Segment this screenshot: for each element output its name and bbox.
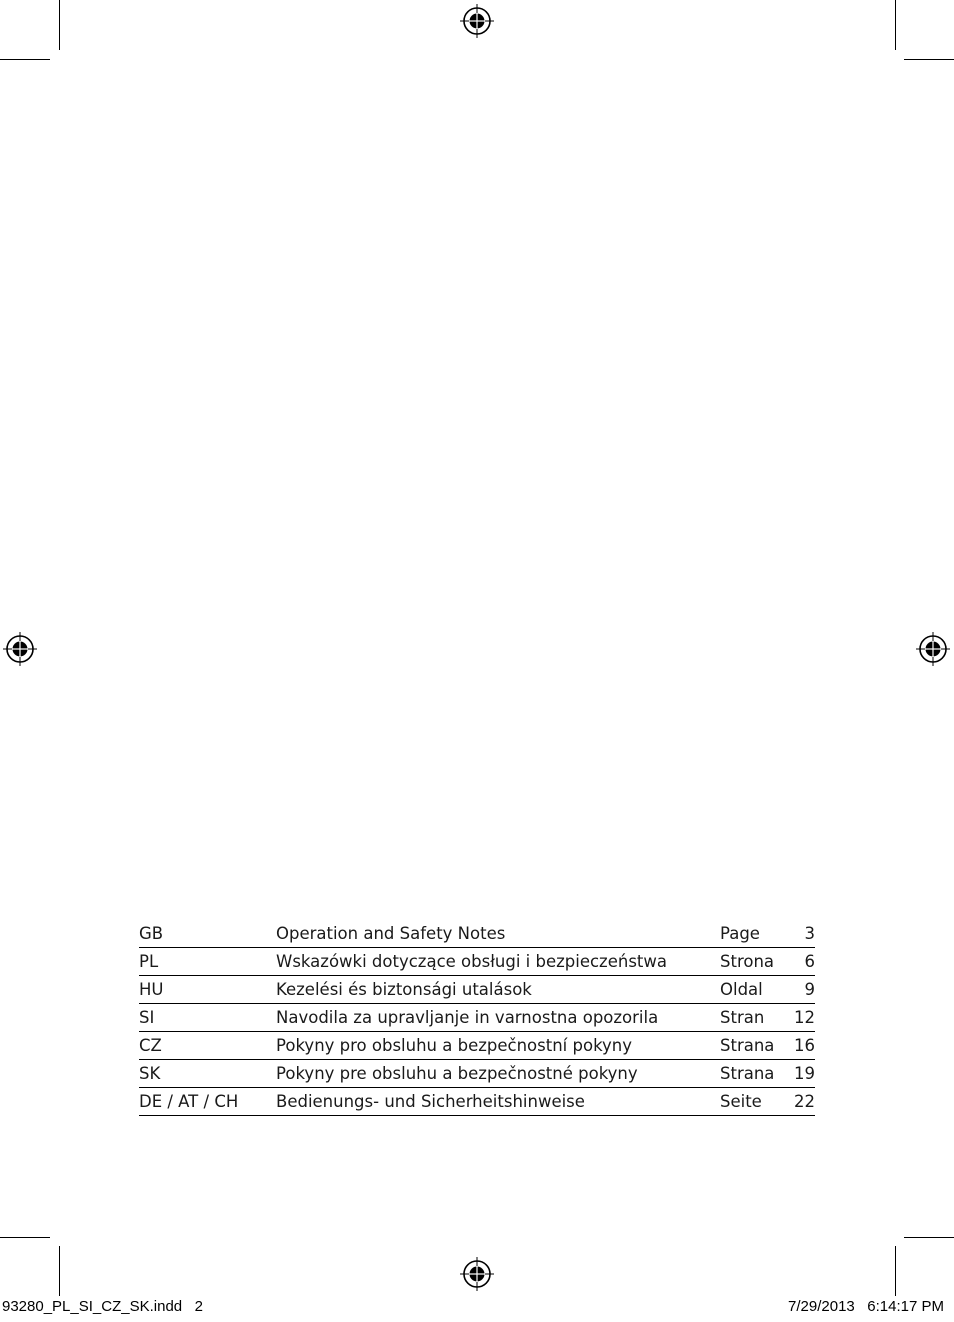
- crop-mark-top-left-horizontal: [0, 59, 50, 60]
- toc-page-number: 12: [780, 1004, 815, 1032]
- toc-section-title: Pokyny pro obsluhu a bezpečnostní pokyny: [276, 1032, 720, 1060]
- toc-language-code: PL: [139, 948, 276, 976]
- registration-mark-left-icon: [3, 632, 37, 666]
- registration-mark-top-icon: [460, 4, 494, 38]
- crop-mark-bottom-left-horizontal: [0, 1237, 50, 1238]
- crop-mark-top-right-vertical: [895, 0, 896, 50]
- toc-language-code: DE / AT / CH: [139, 1088, 276, 1116]
- toc-language-code: GB: [139, 920, 276, 948]
- toc-row-hu: [139, 976, 815, 1004]
- toc-page-label: Stran: [720, 1004, 780, 1032]
- toc-language-code: CZ: [139, 1032, 276, 1060]
- toc-section-title: Bedienungs- und Sicherheitshinweise: [276, 1088, 720, 1116]
- crop-mark-top-right-horizontal: [904, 59, 954, 60]
- toc-language-code: SK: [139, 1060, 276, 1088]
- toc-page-label: Strana: [720, 1060, 780, 1088]
- toc-language-code: SI: [139, 1004, 276, 1032]
- toc-page-label: Seite: [720, 1088, 780, 1116]
- toc-page-number: 6: [780, 948, 815, 976]
- toc-page-number: 22: [780, 1088, 815, 1116]
- toc-page-number: 16: [780, 1032, 815, 1060]
- crop-mark-top-left-vertical: [59, 0, 60, 50]
- toc-section-title: Operation and Safety Notes: [276, 920, 720, 948]
- toc-page-number: 3: [780, 920, 815, 948]
- toc-row-si: [139, 1004, 815, 1032]
- toc-row-sk: [139, 1060, 815, 1088]
- crop-mark-bottom-left-vertical: [59, 1246, 60, 1296]
- toc-section-title: Wskazówki dotyczące obsługi i bezpieczeństwa: [276, 948, 720, 976]
- language-table-of-contents: [139, 920, 815, 1116]
- toc-page-label: Strana: [720, 1032, 780, 1060]
- toc-section-title: Kezelési és biztonsági utalások: [276, 976, 720, 1004]
- toc-page-number: 9: [780, 976, 815, 1004]
- toc-row-pl: [139, 948, 815, 976]
- registration-mark-right-icon: [916, 632, 950, 666]
- crop-mark-bottom-right-horizontal: [904, 1237, 954, 1238]
- toc-page-number: 19: [780, 1060, 815, 1088]
- toc-page-label: Oldal: [720, 976, 780, 1004]
- registration-mark-bottom-icon: [460, 1257, 494, 1291]
- print-slug-timestamp: 7/29/2013 6:14:17 PM: [788, 1298, 944, 1315]
- toc-page-label: Page: [720, 920, 780, 948]
- toc-row-cz: [139, 1032, 815, 1060]
- toc-page-label: Strona: [720, 948, 780, 976]
- toc-section-title: Navodila za upravljanje in varnostna opozorila: [276, 1004, 720, 1032]
- toc-row-de-at-ch: [139, 1088, 815, 1116]
- toc-language-code: HU: [139, 976, 276, 1004]
- print-slug-filename: 93280_PL_SI_CZ_SK.indd 2: [2, 1298, 203, 1315]
- toc-section-title: Pokyny pre obsluhu a bezpečnostné pokyny: [276, 1060, 720, 1088]
- crop-mark-bottom-right-vertical: [895, 1246, 896, 1296]
- toc-row-gb: [139, 920, 815, 948]
